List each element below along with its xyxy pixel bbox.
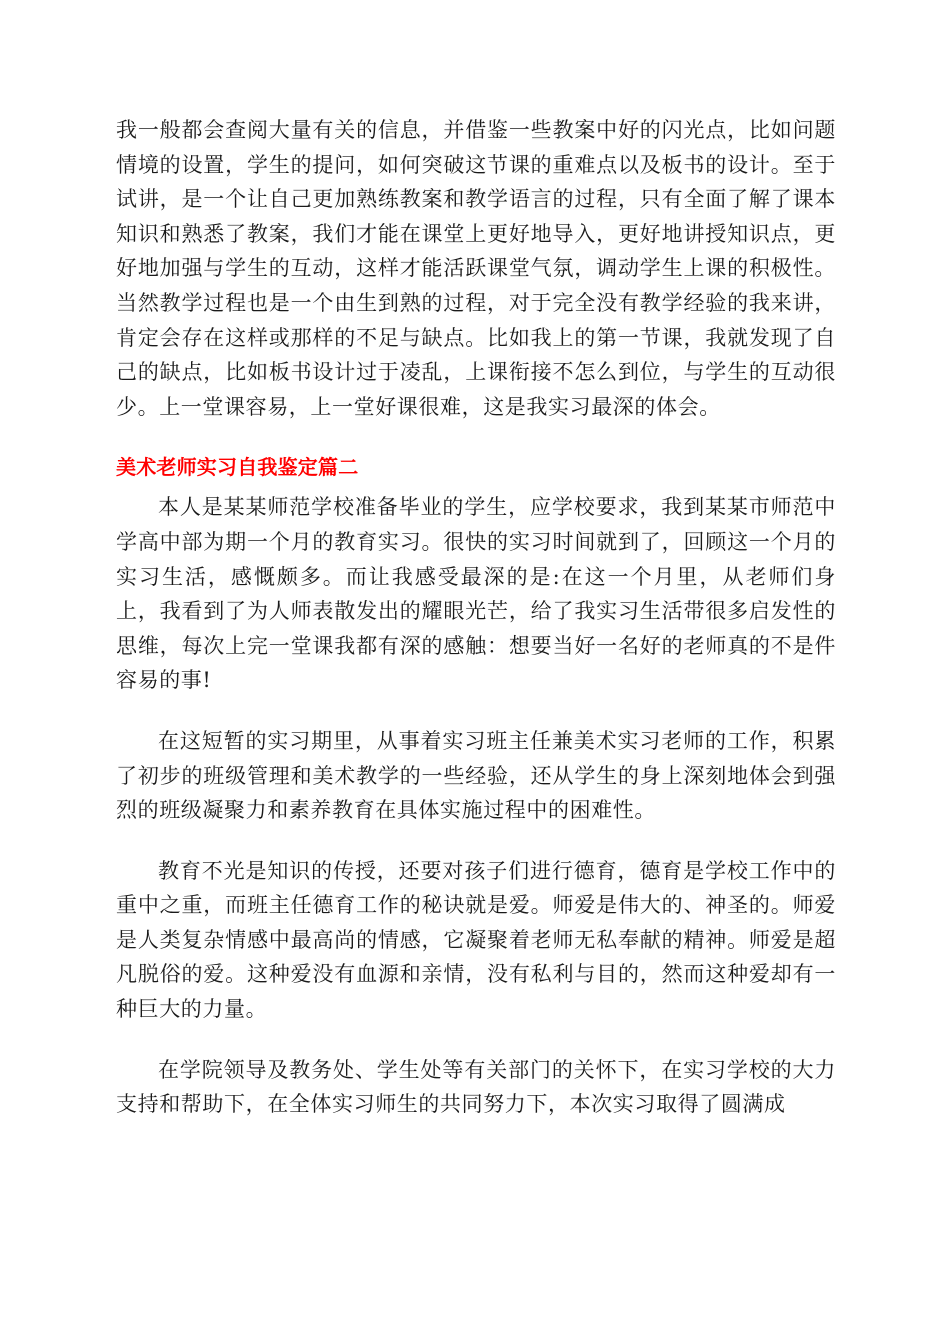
body-paragraph-1: 本人是某某师范学校准备毕业的学生，应学校要求，我到某某市师范中学高中部为期一个月的教育实习。很快的实习时间就到了，回顾这一个月的实习生活，感慨颇多。而让我感受最深的是:在这一个月里，从老师们身上，我看到了为人师表散发出的耀眼光芒，给了我实习生活带很多启发性的思维，每次上完一堂课我都有深的感触：想要当好一名好的老师真的不是件容易的事! xyxy=(116,495,836,693)
document-page xyxy=(116,113,836,1148)
body-paragraph-4: 在学院领导及教务处、学生处等有关部门的关怀下，在实习学校的大力支持和帮助下，在全体实习师生的共同努力下，本次实习取得了圆满成 xyxy=(116,1057,836,1117)
body-paragraph-2: 在这短暂的实习期里，从事着实习班主任兼美术实习老师的工作，积累了初步的班级管理和美术教学的一些经验，还从学生的身上深刻地体会到强烈的班级凝聚力和素养教育在具体实施过程中的困难性。 xyxy=(116,728,836,823)
section-heading: 美术老师实习自我鉴定篇二 xyxy=(116,455,359,480)
intro-paragraph: 我一般都会查阅大量有关的信息，并借鉴一些教案中好的闪光点，比如问题情境的设置，学生的提问，如何突破这节课的重难点以及板书的设计。至于试讲，是一个让自己更加熟练教案和教学语言的过程，只有全面了解了课本知识和熟悉了教案，我们才能在课堂上更好地导入，更好地讲授知识点，更好地加强与学生的互动，这样才能活跃课堂气氛，调动学生上课的积极性。当然教学过程也是一个由生到熟的过程，对于完全没有教学经验的我来讲，肯定会存在这样或那样的不足与缺点。比如我上的第一节课，我就发现了自己的缺点，比如板书设计过于凌乱，上课衔接不怎么到位，与学生的互动很少。上一堂课容易，上一堂好课很难，这是我实习最深的体会。 xyxy=(116,118,836,419)
body-paragraph-3: 教育不光是知识的传授，还要对孩子们进行德育，德育是学校工作中的重中之重，而班主任德育工作的秘诀就是爱。师爱是伟大的、神圣的。师爱是人类复杂情感中最高尚的情感，它凝聚着老师无私奉献的精神。师爱是超凡脱俗的爱。这种爱没有血源和亲情，没有私利与目的，然而这种爱却有一种巨大的力量。 xyxy=(116,858,836,1022)
